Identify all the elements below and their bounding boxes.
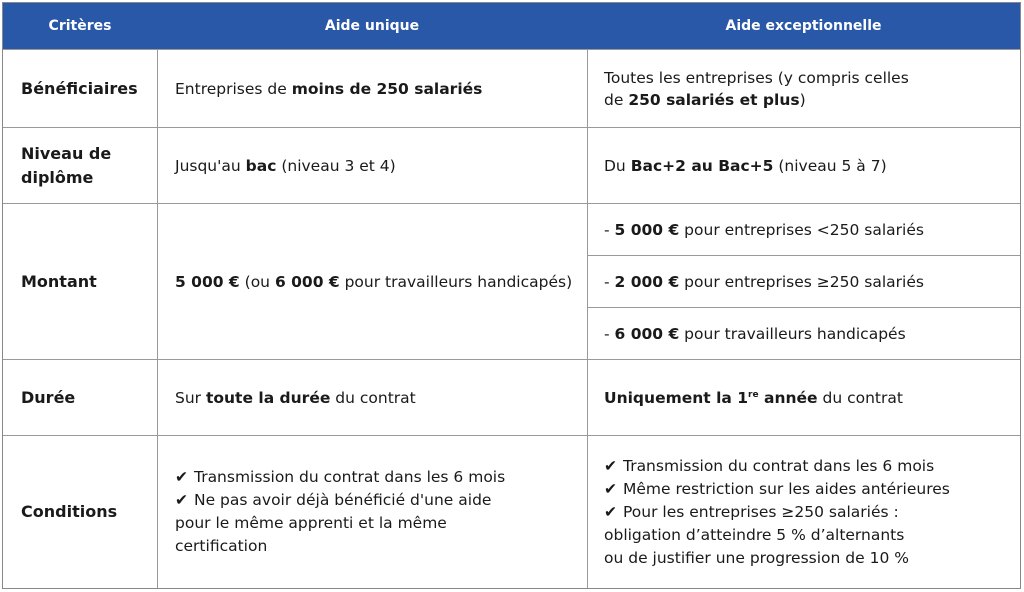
table-row-duree — [3, 359, 1020, 435]
exc-beneficiaires-post: ) — [799, 90, 806, 109]
exc-duree-post: du contrat — [817, 388, 903, 407]
unique-duree-post: du contrat — [330, 388, 416, 407]
exc-beneficiaires-line1: Toutes les entreprises (y compris celles — [604, 68, 909, 87]
unique-montant-mid: (ou — [239, 272, 275, 291]
unique-diplome-bold: bac — [245, 156, 277, 175]
unique-beneficiaires-bold: moins de 250 salariés — [291, 79, 483, 98]
table-row-diplome — [3, 127, 1020, 203]
exc-condition-line: Même restriction sur les aides antérieures — [623, 479, 950, 498]
table-row-conditions — [3, 435, 1020, 588]
row-label-conditions: Conditions — [21, 502, 118, 521]
exc-montant-item-amount: 2 000 € — [614, 272, 680, 291]
check-icon: ✔ — [175, 468, 188, 486]
unique-diplome — [157, 128, 587, 203]
table-header — [3, 3, 1020, 49]
exc-duree-bold2: année — [758, 388, 818, 407]
exc-montant-item-text: pour entreprises ≥250 salariés — [679, 272, 924, 291]
header-criteria: Critères — [48, 18, 112, 34]
row-label-diplome — [3, 128, 157, 203]
exceptional-duree — [587, 360, 1020, 435]
row-label-duree: Durée — [21, 387, 76, 407]
unique-duree — [157, 360, 587, 435]
exceptional-montant — [587, 204, 1020, 359]
exceptional-beneficiaires — [587, 50, 1020, 127]
unique-montant-post: pour travailleurs handicapés) — [339, 272, 573, 291]
exc-duree-sup: re — [748, 389, 759, 400]
unique-condition-line: certification — [175, 537, 268, 555]
header-unique-aid: Aide unique — [324, 18, 420, 34]
unique-duree-bold: toute la durée — [205, 388, 331, 407]
exc-beneficiaires-bold: 250 salariés et plus — [628, 90, 800, 109]
exc-montant-item — [588, 204, 1020, 255]
unique-beneficiaires — [157, 50, 587, 127]
exc-condition-line: Transmission du contrat dans les 6 mois — [623, 456, 935, 475]
check-icon: ✔ — [604, 456, 617, 475]
exc-montant-item-dash: - — [604, 272, 615, 291]
exc-diplome-pre: Du — [604, 156, 631, 175]
exc-montant-item-dash: - — [604, 324, 615, 343]
exc-montant-item-amount: 5 000 € — [614, 220, 680, 239]
exc-montant-item — [588, 255, 1020, 307]
exceptional-diplome — [587, 128, 1020, 203]
row-label-diplome-line2: diplôme — [21, 167, 94, 187]
check-icon: ✔ — [604, 502, 617, 521]
unique-montant-bold2: 6 000 € — [274, 272, 340, 291]
exc-diplome-bold: Bac+2 au Bac+5 — [630, 156, 774, 175]
exc-montant-item — [588, 307, 1020, 359]
unique-diplome-post: (niveau 3 et 4) — [276, 156, 396, 175]
check-icon: ✔ — [175, 491, 188, 509]
row-label-diplome-line1: Niveau de — [21, 143, 112, 163]
exc-montant-item-dash: - — [604, 220, 615, 239]
unique-condition-line: Transmission du contrat dans les 6 mois — [194, 468, 506, 486]
unique-montant-bold1: 5 000 € — [175, 272, 240, 291]
exc-condition-line: Pour les entreprises ≥250 salariés : — [623, 502, 899, 521]
unique-beneficiaires-pre: Entreprises de — [175, 79, 292, 98]
exc-montant-item-text: pour entreprises <250 salariés — [679, 220, 924, 239]
unique-conditions — [157, 436, 587, 588]
exc-condition-line: obligation d’atteindre 5 % d’alternants — [604, 525, 905, 544]
exc-duree-bold1: Uniquement la 1 — [604, 388, 749, 407]
table-row-montant — [3, 203, 1020, 359]
row-label-montant: Montant — [21, 271, 97, 291]
check-icon: ✔ — [604, 479, 617, 498]
exc-beneficiaires-pre2: de — [604, 90, 629, 109]
exc-diplome-post: (niveau 5 à 7) — [773, 156, 887, 175]
header-exceptional-aid: Aide exceptionnelle — [725, 18, 882, 34]
unique-duree-pre: Sur — [175, 388, 206, 407]
row-label-beneficiaires: Bénéficiaires — [21, 78, 138, 98]
exc-montant-item-text: pour travailleurs handicapés — [679, 324, 906, 343]
exceptional-conditions — [587, 436, 1020, 588]
table-row-beneficiaires — [3, 49, 1020, 127]
unique-diplome-pre: Jusqu'au — [175, 156, 246, 175]
exc-condition-line: ou de justifier une progression de 10 % — [604, 548, 909, 567]
unique-condition-line: pour le même apprenti et la même — [175, 514, 447, 532]
unique-condition-line: Ne pas avoir déjà bénéficié d'une aide — [194, 491, 492, 509]
exc-montant-item-amount: 6 000 € — [614, 324, 680, 343]
unique-montant — [157, 204, 587, 359]
aid-comparison-table — [2, 2, 1021, 589]
